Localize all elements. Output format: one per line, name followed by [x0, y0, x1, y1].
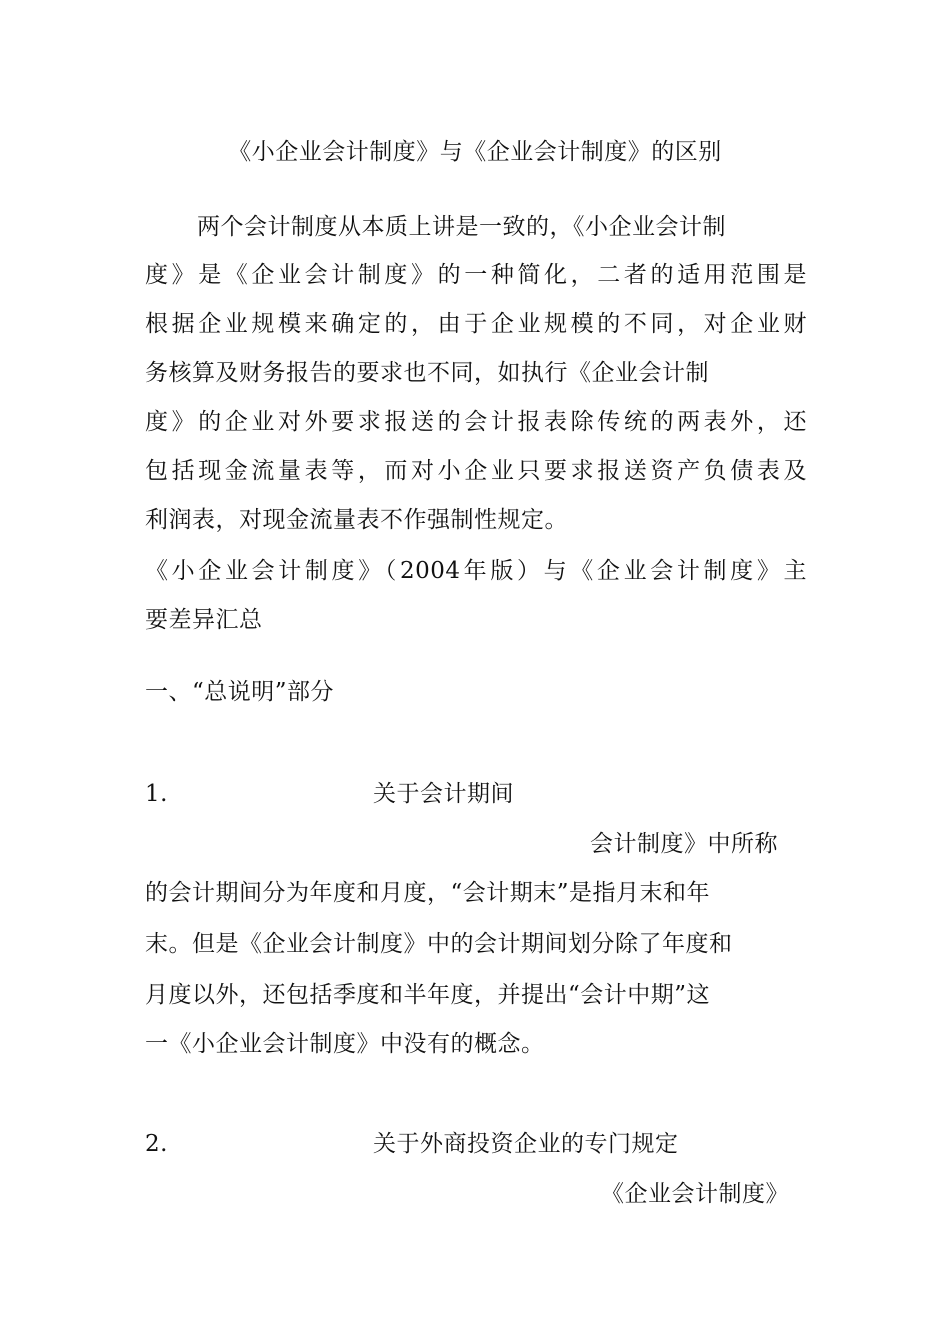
intro-line-7: 利润表，对现金流量表不作强制性规定。: [145, 507, 568, 533]
item1-line-3: 末。但是《企业会计制度》中的会计期间划分除了年度和: [145, 931, 733, 957]
intro-line-6: 包括现金流量表等，而对小企业只要求报送资产负债表及: [145, 458, 807, 484]
item2-heading: 关于外商投资企业的专门规定: [373, 1131, 679, 1157]
item1-heading: 关于会计期间: [373, 781, 514, 807]
summary-line-1: 《小企业会计制度》（2004年版）与《企业会计制度》主: [145, 558, 807, 584]
summary-line-2: 要差异汇总: [145, 607, 263, 633]
item1-line-1: 会计制度》中所称: [590, 831, 778, 857]
document-title: 《小企业会计制度》与《企业会计制度》的区别: [228, 139, 722, 165]
item2-line-1: 《企业会计制度》: [601, 1181, 789, 1207]
intro-line-3: 根据企业规模来确定的，由于企业规模的不同，对企业财: [145, 311, 807, 337]
intro-line-4: 务核算及财务报告的要求也不同，如执行《企业会计制: [145, 360, 709, 386]
intro-line-5: 度》的企业对外要求报送的会计报表除传统的两表外，还: [145, 409, 807, 435]
item1-line-4: 月度以外，还包括季度和半年度，并提出“会计中期”这: [145, 982, 711, 1008]
item1-number: 1.: [145, 781, 168, 807]
intro-line-1: 两个会计制度从本质上讲是一致的，《小企业会计制: [197, 214, 726, 240]
item2-number: 2.: [145, 1131, 168, 1157]
intro-line-2: 度》是《企业会计制度》的一种简化，二者的适用范围是: [145, 262, 807, 288]
section-heading: 一、“总说明”部分: [145, 679, 335, 705]
item1-line-2: 的会计期间分为年度和月度，“会计期末”是指月末和年: [145, 880, 711, 906]
item1-line-5: 一《小企业会计制度》中没有的概念。: [145, 1031, 545, 1057]
